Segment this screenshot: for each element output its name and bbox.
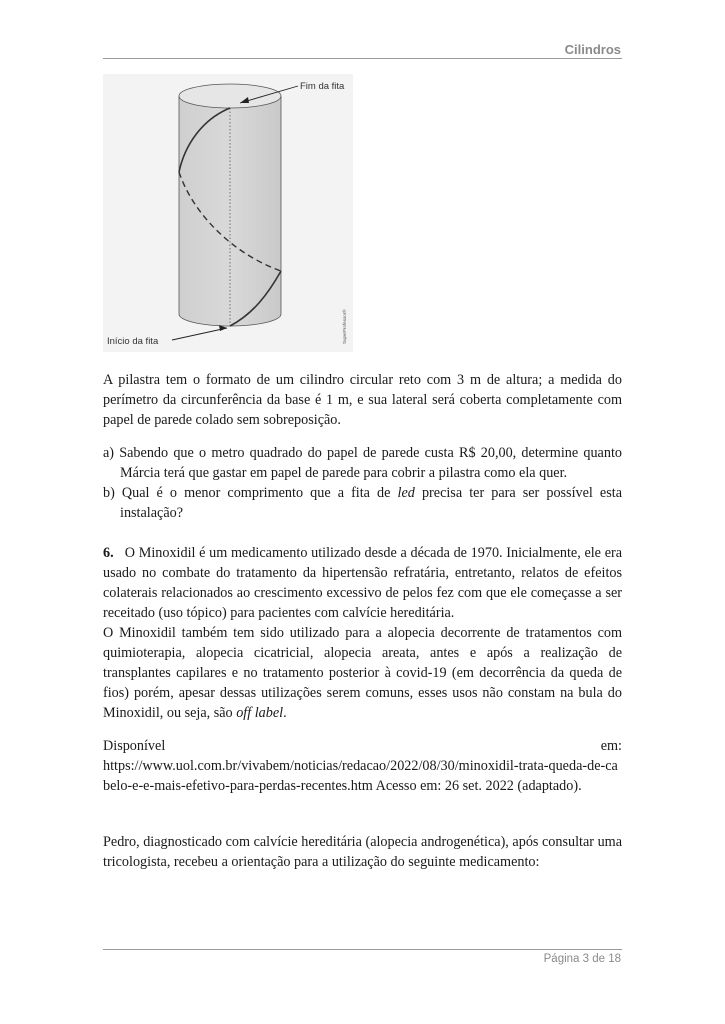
q6-paragraph-1: 6. O Minoxidil é um medicamento utilizado desde a década de 1970. Inicialmente, ele era usado no combate do tratamento da hipertensão refratária, entretanto, relatos de efeitos colaterais relacionados ao crescimento excessivo de pelos fez com que ele começasse a ser receitado (uso tópico) para pacientes com calvície hereditária. — [103, 545, 623, 621]
page-header-title: Cilindros — [564, 42, 621, 57]
intro-paragraph: A pilastra tem o formato de um cilindro circular reto com 3 m de altura; a medida do perímetro da circunferência da base é 1 m, e sua lateral será coberta completamente com papel de parede colado sem sobreposição. — [103, 372, 622, 428]
cylinder-top — [179, 84, 281, 108]
cylinder-diagram — [103, 74, 353, 352]
q6-paragraph-3: Pedro, diagnosticado com calvície hereditária (alopecia androgenética), após consultar uma tricologista, recebeu a orientação para a utilização do seguinte medicamento: — [103, 834, 622, 870]
q6-paragraph-2: O Minoxidil também tem sido utilizado para a alopecia decorrente de tratamentos com quimioterapia, alopecia cicatricial, alopecia areata, antes e após a realização de transplantes capilares e no tratamento posterior à covid-19 (em decorrência da queda de fios) porém, apesar dessas utilizações serem comuns, esses usos não constam na bula do Minoxidil, ou seja, são off label. — [103, 625, 622, 721]
source-line-1: Disponível em: — [103, 738, 622, 754]
source-citation — [103, 736, 622, 796]
question-items — [103, 443, 622, 523]
item-a: a) Sabendo que o metro quadrado do papel de parede custa R$ 20,00, determine quanto Márcia terá que gastar em papel de parede para cobrir a pilastra como ela quer. — [103, 445, 622, 481]
question-number: 6. — [103, 545, 114, 561]
label-inicio-da-fita: Início da fita — [107, 336, 159, 347]
item-b: b) Qual é o menor comprimento que a fita de led precisa ter para ser possível esta instalação? — [103, 485, 622, 521]
label-fim-da-fita: Fim da fita — [300, 81, 345, 92]
page-number: Página 3 de 18 — [543, 953, 621, 965]
image-credit: SuperProfessor® — [342, 309, 347, 344]
source-url: https://www.uol.com.br/vivabem/noticias/redacao/2022/08/30/minoxidil-trata-queda-de-cabelo-e-e-mais-efetivo-para-perdas-recentes.htm Acesso em: 26 set. 2022 (adaptado). — [103, 758, 618, 794]
question-6 — [103, 543, 622, 723]
header-divider — [103, 58, 622, 59]
footer-divider — [103, 949, 622, 950]
cylinder-figure — [103, 74, 353, 352]
